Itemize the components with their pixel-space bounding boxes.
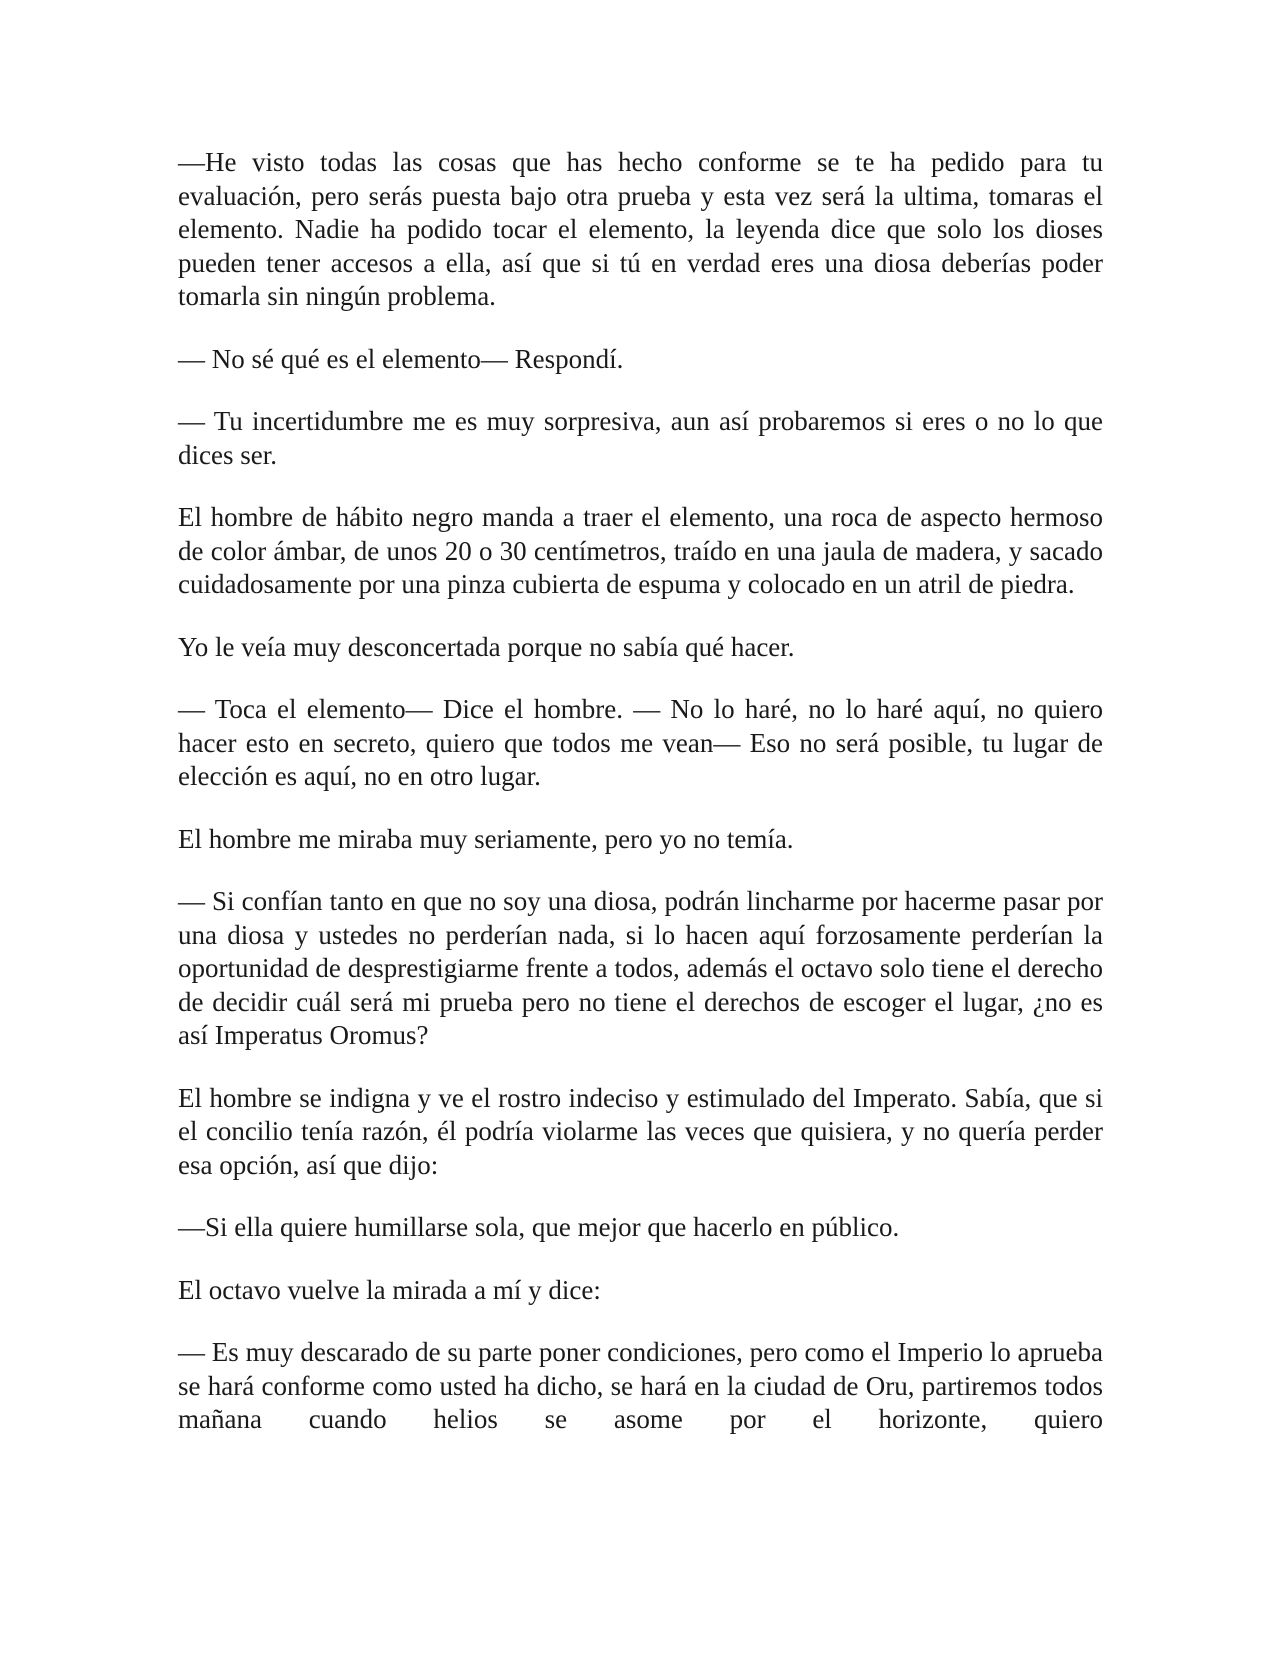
paragraph-7: El hombre me miraba muy seriamente, pero yo no temía. xyxy=(178,823,794,854)
paragraph-10: —Si ella quiere humillarse sola, que mejor que hacerlo en público. xyxy=(178,1212,900,1242)
paragraph-8: — Si confían tanto en que no soy una diosa, podrán lincharme por hacerme pasar por una diosa y ustedes no perderían nada, si lo hacen aquí forzosamente perderían la oportunidad de desprestigiarme frente a todos, además el octavo solo tiene el derecho de decidir cuál será mi prueba pero no tiene el derechos de escoger el lugar, ¿no es así Imperatus Oromus? xyxy=(178,886,1103,1050)
paragraph-6: — Toca el elemento— Dice el hombre. — No lo haré, no lo haré aquí, no quiero hacer esto en secreto, quiero que todos me vean— Eso no será posible, tu lugar de elección es aquí, no en otro lugar. xyxy=(178,694,1103,791)
paragraph-5: Yo le veía muy desconcertada porque no sabía qué hacer. xyxy=(178,631,795,662)
paragraph-4: El hombre de hábito negro manda a traer el elemento, una roca de aspecto hermoso de color ámbar, de unos 20 o 30 centímetros, traído en una jaula de madera, y sacado cuidadosamente por una pinza cubierta de espuma y colocado en un atril de piedra. xyxy=(178,502,1103,599)
paragraph-2: — No sé qué es el elemento— Respondí. xyxy=(178,343,624,374)
paragraph-3: — Tu incertidumbre me es muy sorpresiva, aun así probaremos si eres o no lo que dices ser. xyxy=(178,406,1103,470)
paragraph-1: —He visto todas las cosas que has hecho conforme se te ha pedido para tu evaluación, pero serás puesta bajo otra prueba y esta vez será la ultima, tomaras el elemento. Nadie ha podido tocar el elemento, la leyenda dice que solo los dioses pueden tener accesos a ella, así que si tú en verdad eres una diosa deberías poder tomarla sin ningún problema. xyxy=(178,147,1103,311)
paragraph-11: El octavo vuelve la mirada a mí y dice: xyxy=(178,1274,601,1305)
paragraph-9: El hombre se indigna y ve el rostro indeciso y estimulado del Imperato. Sabía, que si el concilio tenía razón, él podría violarme las veces que quisiera, y no quería perder esa opción, así que dijo: xyxy=(178,1082,1103,1180)
document-page xyxy=(178,146,1103,1466)
paragraph-12: — Es muy descarado de su parte poner condiciones, pero como el Imperio lo aprueba se hará conforme como usted ha dicho, se hará en la ciudad de Oru, partiremos todos mañana cuando helios se asome por el horizonte, quiero xyxy=(178,1337,1103,1434)
